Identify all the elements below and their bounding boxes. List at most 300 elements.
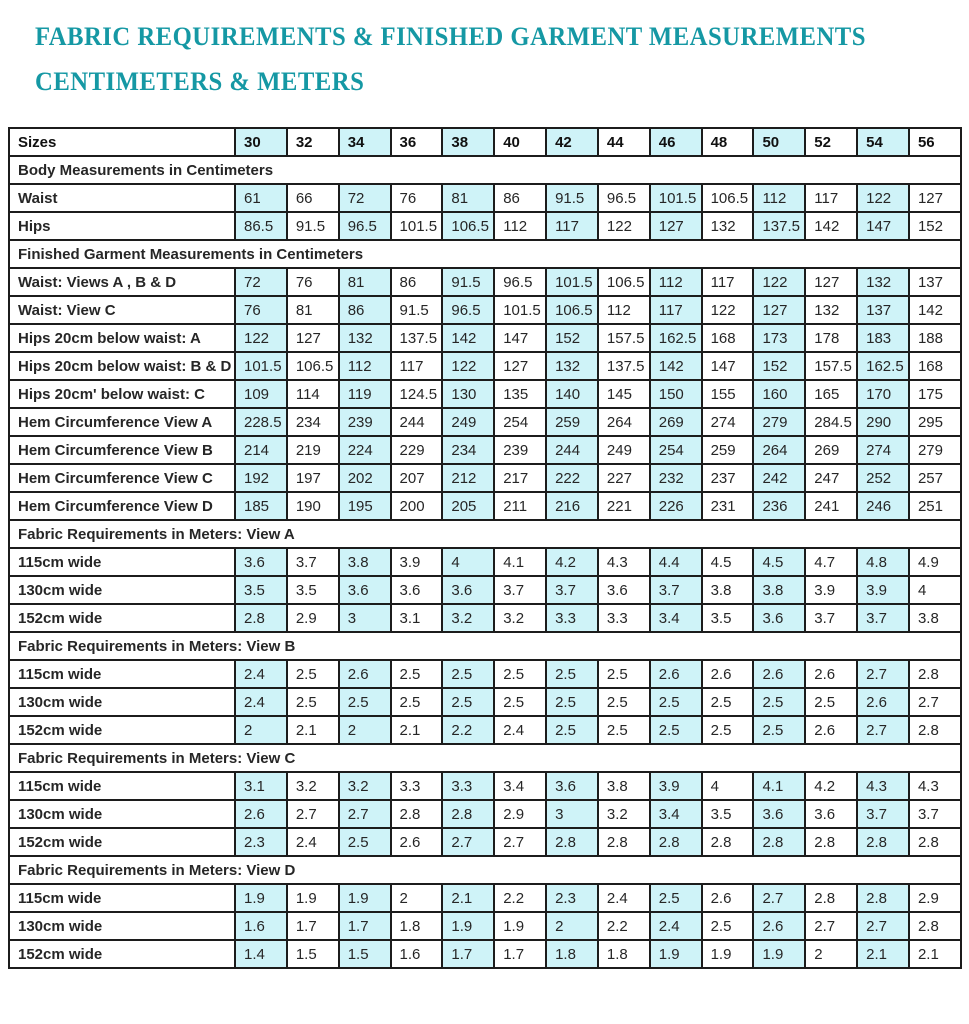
data-cell: 2.4 [235,688,287,716]
data-cell: 185 [235,492,287,520]
data-cell: 140 [546,380,598,408]
data-cell: 3.5 [287,576,339,604]
data-cell: 2 [339,716,391,744]
data-cell: 3.7 [287,548,339,576]
data-cell: 239 [494,436,546,464]
table-row [9,352,961,380]
row-label-cell: 130cm wide [9,912,235,940]
data-cell: 2.5 [702,912,754,940]
data-cell: 61 [235,184,287,212]
data-cell: 127 [494,352,546,380]
data-cell: 132 [339,324,391,352]
data-cell: 127 [287,324,339,352]
data-cell: 2.5 [494,660,546,688]
data-cell: 2.2 [494,884,546,912]
row-label-cell: 152cm wide [9,940,235,968]
data-cell: 290 [857,408,909,436]
data-cell: 157.5 [598,324,650,352]
data-cell: 3.7 [857,604,909,632]
data-cell: 3.7 [650,576,702,604]
data-cell: 1.8 [546,940,598,968]
data-cell: 2.2 [598,912,650,940]
data-cell: 3.8 [909,604,961,632]
row-label-cell: Hem Circumference View C [9,464,235,492]
data-cell: 190 [287,492,339,520]
data-cell: 2.5 [598,688,650,716]
data-cell: 2.5 [287,688,339,716]
data-cell: 2.6 [805,716,857,744]
data-cell: 2.5 [598,716,650,744]
data-cell: 2.5 [753,716,805,744]
data-cell: 122 [235,324,287,352]
size-header-cell: 42 [546,128,598,156]
table-row [9,464,961,492]
data-cell: 137 [857,296,909,324]
data-cell: 122 [442,352,494,380]
data-cell: 257 [909,464,961,492]
measurements-table-body [9,156,961,968]
row-label-cell: 152cm wide [9,716,235,744]
data-cell: 227 [598,464,650,492]
data-cell: 2.7 [909,688,961,716]
data-cell: 175 [909,380,961,408]
section-heading-row [9,240,961,268]
data-cell: 2.7 [857,912,909,940]
section-heading-row [9,156,961,184]
data-cell: 231 [702,492,754,520]
data-cell: 2.6 [391,828,443,856]
data-cell: 2.6 [650,660,702,688]
data-cell: 2.4 [287,828,339,856]
row-label-cell: Hips 20cm' below waist: C [9,380,235,408]
data-cell: 3.8 [339,548,391,576]
table-row [9,408,961,436]
data-cell: 2.7 [857,660,909,688]
data-cell: 279 [753,408,805,436]
measurements-table [8,127,962,969]
data-cell: 2.7 [857,716,909,744]
data-cell: 4.3 [857,772,909,800]
data-cell: 3.2 [598,800,650,828]
section-heading: Fabric Requirements in Meters: View A [9,520,961,548]
row-label-cell: 130cm wide [9,800,235,828]
data-cell: 137.5 [753,212,805,240]
data-cell: 137 [909,268,961,296]
data-cell: 236 [753,492,805,520]
data-cell: 2.8 [909,828,961,856]
data-cell: 3.1 [391,604,443,632]
data-cell: 197 [287,464,339,492]
data-cell: 2.8 [909,660,961,688]
data-cell: 3.6 [753,604,805,632]
data-cell: 2.4 [598,884,650,912]
data-cell: 284.5 [805,408,857,436]
data-cell: 269 [805,436,857,464]
table-row [9,800,961,828]
section-heading-row [9,744,961,772]
data-cell: 76 [391,184,443,212]
data-cell: 117 [702,268,754,296]
data-cell: 3.6 [805,800,857,828]
data-cell: 2.5 [650,688,702,716]
data-cell: 2.8 [442,800,494,828]
data-cell: 168 [909,352,961,380]
data-cell: 86 [391,268,443,296]
table-row [9,436,961,464]
data-cell: 127 [805,268,857,296]
data-cell: 2.6 [702,884,754,912]
data-cell: 81 [339,268,391,296]
data-cell: 1.9 [702,940,754,968]
table-row [9,660,961,688]
data-cell: 1.7 [442,940,494,968]
data-cell: 112 [494,212,546,240]
data-cell: 4.1 [753,772,805,800]
data-cell: 2.7 [805,912,857,940]
data-cell: 3.7 [546,576,598,604]
data-cell: 3.2 [287,772,339,800]
data-cell: 264 [598,408,650,436]
data-cell: 3.8 [598,772,650,800]
data-cell: 1.9 [650,940,702,968]
size-header-cell: 30 [235,128,287,156]
data-cell: 114 [287,380,339,408]
size-header-cell: 54 [857,128,909,156]
section-heading: Fabric Requirements in Meters: View C [9,744,961,772]
data-cell: 1.5 [287,940,339,968]
data-cell: 101.5 [650,184,702,212]
data-cell: 106.5 [702,184,754,212]
data-cell: 132 [702,212,754,240]
data-cell: 2.4 [494,716,546,744]
data-cell: 228.5 [235,408,287,436]
data-cell: 2.5 [442,688,494,716]
data-cell: 202 [339,464,391,492]
data-cell: 1.4 [235,940,287,968]
data-cell: 1.7 [339,912,391,940]
data-cell: 86 [494,184,546,212]
data-cell: 224 [339,436,391,464]
data-cell: 101.5 [546,268,598,296]
data-cell: 4.2 [805,772,857,800]
data-cell: 132 [805,296,857,324]
data-cell: 81 [287,296,339,324]
data-cell: 2.5 [442,660,494,688]
page-title-line-2: CENTIMETERS & METERS [35,67,365,96]
data-cell: 241 [805,492,857,520]
sizes-header-row [9,128,961,156]
data-cell: 117 [391,352,443,380]
row-label-cell: Waist: Views A , B & D [9,268,235,296]
data-cell: 2.8 [235,604,287,632]
data-cell: 247 [805,464,857,492]
data-cell: 106.5 [287,352,339,380]
data-cell: 152 [909,212,961,240]
data-cell: 200 [391,492,443,520]
data-cell: 3.7 [857,800,909,828]
data-cell: 3.3 [442,772,494,800]
size-header-cell: 36 [391,128,443,156]
data-cell: 2.9 [494,800,546,828]
data-cell: 2 [391,884,443,912]
data-cell: 3.2 [494,604,546,632]
data-cell: 4.5 [753,548,805,576]
table-row [9,212,961,240]
data-cell: 2.5 [753,688,805,716]
data-cell: 2.8 [857,828,909,856]
data-cell: 2.5 [546,660,598,688]
data-cell: 76 [235,296,287,324]
table-row [9,688,961,716]
data-cell: 1.8 [391,912,443,940]
data-cell: 127 [753,296,805,324]
data-cell: 117 [805,184,857,212]
data-cell: 214 [235,436,287,464]
data-cell: 249 [598,436,650,464]
data-cell: 91.5 [391,296,443,324]
data-cell: 2.7 [339,800,391,828]
data-cell: 3.2 [339,772,391,800]
data-cell: 160 [753,380,805,408]
data-cell: 4.3 [909,772,961,800]
data-cell: 226 [650,492,702,520]
data-cell: 72 [235,268,287,296]
sizes-header-label: Sizes [9,128,235,156]
table-row [9,548,961,576]
data-cell: 251 [909,492,961,520]
section-heading: Fabric Requirements in Meters: View D [9,856,961,884]
data-cell: 1.9 [287,884,339,912]
row-label-cell: Hem Circumference View A [9,408,235,436]
data-cell: 2.3 [546,884,598,912]
data-cell: 2.5 [287,660,339,688]
data-cell: 2.8 [598,828,650,856]
data-cell: 127 [650,212,702,240]
data-cell: 76 [287,268,339,296]
row-label-cell: 130cm wide [9,576,235,604]
data-cell: 295 [909,408,961,436]
data-cell: 2.1 [287,716,339,744]
row-label-cell: Hem Circumference View D [9,492,235,520]
data-cell: 2.8 [650,828,702,856]
data-cell: 4 [442,548,494,576]
data-cell: 2.5 [598,660,650,688]
data-cell: 2.5 [339,828,391,856]
data-cell: 106.5 [546,296,598,324]
data-cell: 4.9 [909,548,961,576]
data-cell: 3.7 [805,604,857,632]
data-cell: 3.3 [391,772,443,800]
data-cell: 109 [235,380,287,408]
page-title-line-1: FABRIC REQUIREMENTS & FINISHED GARMENT MEASUREMENTS [35,22,866,51]
data-cell: 135 [494,380,546,408]
data-cell: 234 [442,436,494,464]
data-cell: 145 [598,380,650,408]
data-cell: 2.1 [442,884,494,912]
data-cell: 2.3 [235,828,287,856]
data-cell: 3.1 [235,772,287,800]
data-cell: 264 [753,436,805,464]
table-row [9,940,961,968]
data-cell: 3.9 [391,548,443,576]
data-cell: 2.5 [546,716,598,744]
data-cell: 212 [442,464,494,492]
data-cell: 217 [494,464,546,492]
data-cell: 254 [494,408,546,436]
data-cell: 3.9 [857,576,909,604]
data-cell: 2.8 [909,912,961,940]
data-cell: 1.8 [598,940,650,968]
section-heading-row [9,520,961,548]
data-cell: 112 [339,352,391,380]
row-label-cell: 115cm wide [9,884,235,912]
data-cell: 2.8 [909,716,961,744]
data-cell: 168 [702,324,754,352]
data-cell: 122 [857,184,909,212]
data-cell: 195 [339,492,391,520]
data-cell: 244 [546,436,598,464]
data-cell: 122 [702,296,754,324]
data-cell: 252 [857,464,909,492]
table-row [9,492,961,520]
data-cell: 2 [235,716,287,744]
data-cell: 101.5 [235,352,287,380]
data-cell: 3.3 [598,604,650,632]
section-heading: Finished Garment Measurements in Centimeters [9,240,961,268]
data-cell: 2.8 [391,800,443,828]
data-cell: 1.6 [235,912,287,940]
data-cell: 2.9 [287,604,339,632]
data-cell: 142 [650,352,702,380]
row-label-cell: Hips [9,212,235,240]
data-cell: 86 [339,296,391,324]
table-row [9,184,961,212]
data-cell: 117 [546,212,598,240]
data-cell: 192 [235,464,287,492]
data-cell: 222 [546,464,598,492]
data-cell: 2.5 [339,688,391,716]
table-row [9,912,961,940]
data-cell: 162.5 [650,324,702,352]
data-cell: 152 [546,324,598,352]
data-cell: 132 [546,352,598,380]
data-cell: 3.9 [805,576,857,604]
data-cell: 124.5 [391,380,443,408]
row-label-cell: 130cm wide [9,688,235,716]
data-cell: 259 [546,408,598,436]
data-cell: 2.7 [494,828,546,856]
data-cell: 119 [339,380,391,408]
data-cell: 2.5 [650,716,702,744]
table-row [9,324,961,352]
data-cell: 269 [650,408,702,436]
data-cell: 4.3 [598,548,650,576]
data-cell: 244 [391,408,443,436]
data-cell: 2.8 [753,828,805,856]
section-heading-row [9,856,961,884]
data-cell: 137.5 [598,352,650,380]
data-cell: 2.6 [753,912,805,940]
data-cell: 274 [702,408,754,436]
data-cell: 137.5 [391,324,443,352]
data-cell: 155 [702,380,754,408]
data-cell: 147 [857,212,909,240]
row-label-cell: 115cm wide [9,772,235,800]
data-cell: 2.2 [442,716,494,744]
table-row [9,604,961,632]
data-cell: 122 [598,212,650,240]
data-cell: 221 [598,492,650,520]
table-row [9,884,961,912]
data-cell: 101.5 [391,212,443,240]
data-cell: 3.4 [650,604,702,632]
data-cell: 239 [339,408,391,436]
row-label-cell: 115cm wide [9,660,235,688]
size-header-cell: 38 [442,128,494,156]
data-cell: 246 [857,492,909,520]
data-cell: 2.5 [702,716,754,744]
size-header-cell: 56 [909,128,961,156]
data-cell: 3.9 [650,772,702,800]
data-cell: 1.5 [339,940,391,968]
data-cell: 3 [546,800,598,828]
data-cell: 2.5 [391,660,443,688]
data-cell: 66 [287,184,339,212]
data-cell: 216 [546,492,598,520]
data-cell: 132 [857,268,909,296]
data-cell: 4 [702,772,754,800]
data-cell: 2.1 [857,940,909,968]
data-cell: 2.8 [805,884,857,912]
page-title [0,0,969,104]
data-cell: 1.9 [494,912,546,940]
data-cell: 96.5 [339,212,391,240]
data-cell: 242 [753,464,805,492]
data-cell: 2.8 [546,828,598,856]
table-row [9,716,961,744]
size-header-cell: 34 [339,128,391,156]
data-cell: 3.7 [909,800,961,828]
data-cell: 2.5 [650,884,702,912]
data-cell: 142 [909,296,961,324]
section-heading: Fabric Requirements in Meters: View B [9,632,961,660]
data-cell: 229 [391,436,443,464]
data-cell: 3 [339,604,391,632]
data-cell: 178 [805,324,857,352]
data-cell: 259 [702,436,754,464]
data-cell: 2.5 [391,688,443,716]
data-cell: 96.5 [442,296,494,324]
row-label-cell: Waist [9,184,235,212]
data-cell: 3.6 [339,576,391,604]
row-label-cell: 152cm wide [9,604,235,632]
data-cell: 2.5 [546,688,598,716]
table-row [9,380,961,408]
data-cell: 4.4 [650,548,702,576]
data-cell: 205 [442,492,494,520]
size-header-cell: 52 [805,128,857,156]
data-cell: 3.2 [442,604,494,632]
data-cell: 1.9 [442,912,494,940]
data-cell: 254 [650,436,702,464]
data-cell: 173 [753,324,805,352]
table-row [9,828,961,856]
data-cell: 219 [287,436,339,464]
data-cell: 3.6 [598,576,650,604]
data-cell: 2.5 [805,688,857,716]
data-cell: 3.6 [442,576,494,604]
data-cell: 3.7 [494,576,546,604]
